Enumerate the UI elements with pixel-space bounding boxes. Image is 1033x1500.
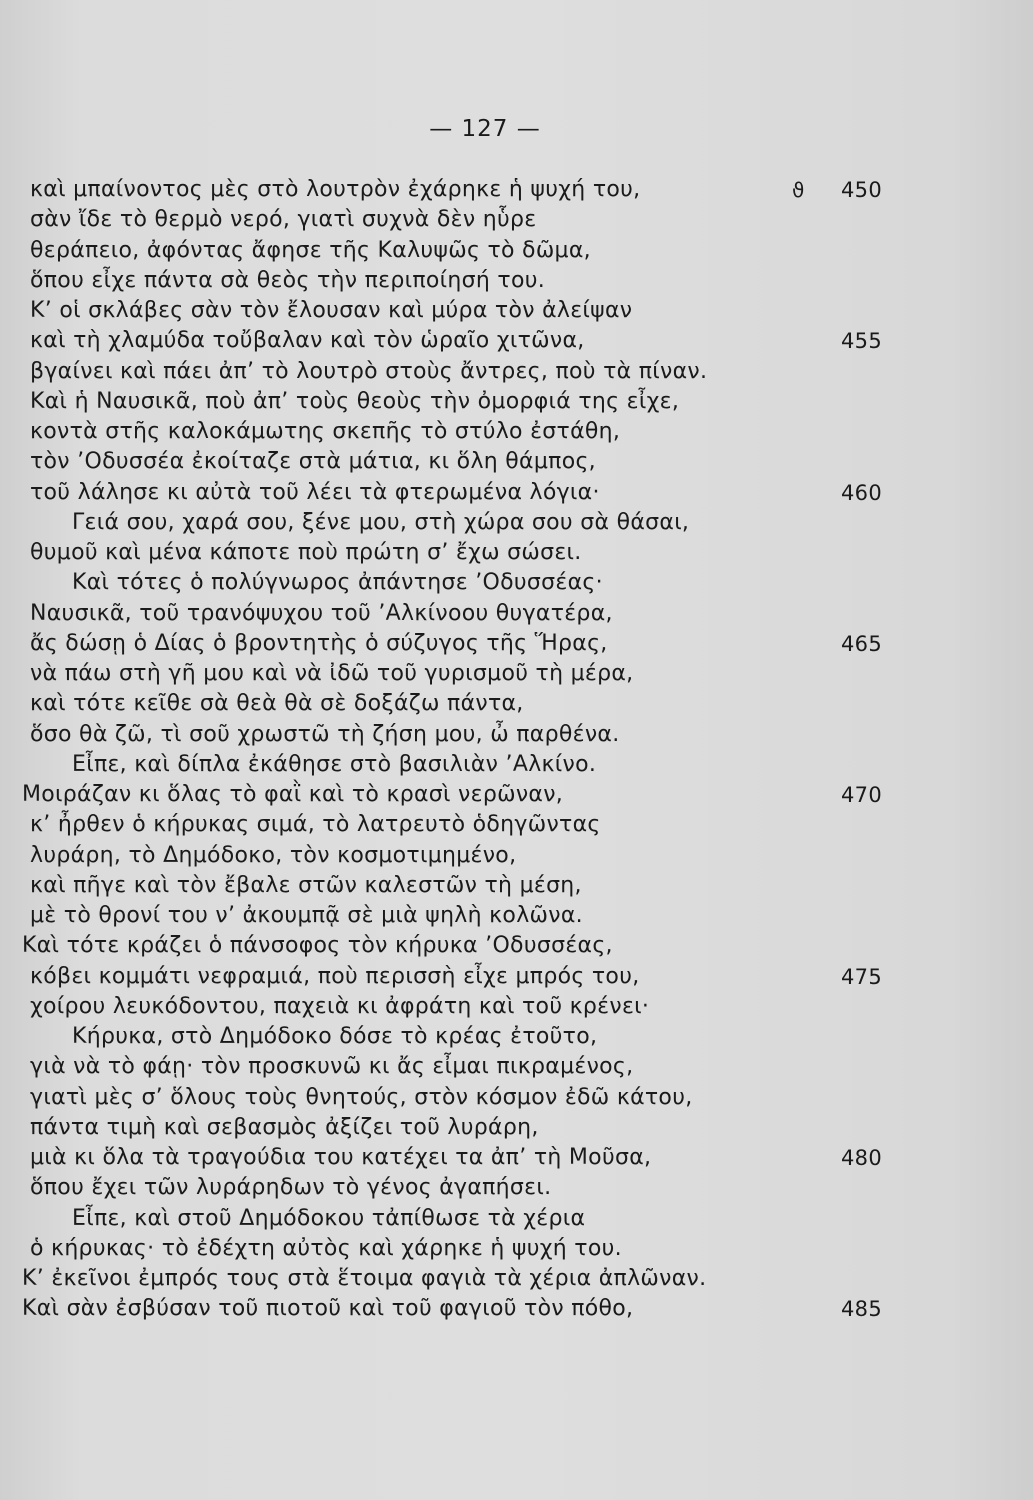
verse-line bbox=[0, 629, 1033, 659]
verse-line bbox=[0, 175, 1033, 205]
verse-text: ὁ κήρυκας· τὸ ἐδέχτη αὐτὸς καὶ χάρηκε ἡ ψυχή του. bbox=[30, 1235, 622, 1261]
line-number: 460 bbox=[841, 480, 882, 505]
verse-line bbox=[0, 992, 1033, 1022]
verse-line bbox=[0, 901, 1033, 931]
verse-line bbox=[0, 266, 1033, 296]
verse-text: Εἶπε, καὶ δίπλα ἐκάθησε στὸ βασιλιὰν ’Αλκίνο. bbox=[72, 751, 597, 777]
verse-line bbox=[0, 689, 1033, 719]
page-number: — 127 — bbox=[429, 116, 541, 142]
verse-line bbox=[0, 720, 1033, 750]
verse-text: Κήρυκα, στὸ Δημόδοκο δόσε τὸ κρέας ἐτοῦτο, bbox=[72, 1024, 598, 1049]
verse-text: γιατὶ μὲς σ’ ὅλους τοὺς θνητούς, στὸν κόσμον ἐδῶ κάτου, bbox=[30, 1084, 693, 1110]
verse-text: πάντα τιμὴ καὶ σεβασμὸς ἀξίζει τοῦ λυράρη, bbox=[30, 1114, 539, 1140]
verse-text: Κ’ ἐκεῖνοι ἐμπρός τους στὰ ἕτοιμα φαγιὰ τὰ χέρια ἀπλῶναν. bbox=[22, 1266, 707, 1291]
verse-text: μὲ τὸ θρονί του ν’ ἀκουμπᾷ σὲ μιὰ ψηλὴ κολῶνα. bbox=[30, 903, 583, 928]
verse-text: Μοιράζαν κι ὅλας τὸ φαῒ καὶ τὸ κρασὶ νερῶναν, bbox=[22, 782, 564, 807]
verse-text: Κ’ οἱ σκλάβες σὰν τὸν ἔλουσαν καὶ μύρα τὸν ἀλείψαν bbox=[30, 298, 633, 323]
verse-line bbox=[0, 1204, 1033, 1234]
verse-line bbox=[0, 659, 1033, 689]
verse-text: καὶ μπαίνοντος μὲς στὸ λουτρὸν ἐχάρηκε ἡ ψυχή του, bbox=[30, 177, 641, 202]
margin-mark: ϑ bbox=[792, 178, 805, 202]
verse-text: κοντὰ στῆς καλοκάμωτης σκεπῆς τὸ στύλο ἐστάθη, bbox=[30, 419, 621, 444]
line-number: 465 bbox=[841, 631, 882, 656]
line-number: 480 bbox=[841, 1146, 882, 1170]
verse-text: καὶ τότε κεῖθε σὰ θεὰ θὰ σὲ δοξάζω πάντα, bbox=[30, 691, 524, 717]
verse-text: κ’ ἦρθεν ὁ κήρυκας σιμά, τὸ λατρευτὸ ὁδηγῶντας bbox=[30, 812, 601, 838]
verse-text: ὅπου εἶχε πάντα σὰ θεὸς τὴν περιποίησή του. bbox=[30, 267, 546, 293]
verse-text: μιὰ κι ὅλα τὰ τραγούδια του κατέχει τα ἀπ’ τὴ Μοῦσα, bbox=[30, 1145, 652, 1170]
verse-line bbox=[0, 1143, 1033, 1173]
verse-line bbox=[0, 296, 1033, 326]
verse-line bbox=[0, 871, 1033, 901]
verse-text: Καὶ τότε κράζει ὁ πάνσοφος τὸν κήρυκα ’Οδυσσέας, bbox=[22, 933, 613, 959]
line-number: 455 bbox=[841, 329, 882, 354]
line-number: 475 bbox=[841, 964, 882, 989]
verse-line bbox=[0, 357, 1033, 387]
verse-text: σὰν ἴδε τὸ θερμὸ νερό, γιατὶ συχνὰ δὲν ηὗρε bbox=[30, 207, 537, 233]
line-number: 470 bbox=[841, 783, 882, 807]
verse-text: νὰ πάω στὴ γῆ μου καὶ νὰ ἰδῶ τοῦ γυρισμοῦ τὴ μέρα, bbox=[30, 661, 634, 686]
verse-line bbox=[0, 1264, 1033, 1294]
verse-line bbox=[0, 478, 1033, 508]
verse-line bbox=[0, 1294, 1033, 1324]
verse-text: Ναυσικᾶ, τοῦ τρανόψυχου τοῦ ’Αλκίνοου θυγατέρα, bbox=[30, 600, 613, 626]
verse-text: θυμοῦ καὶ μένα κάποτε ποὺ πρώτη σ’ ἔχω σώσει. bbox=[30, 540, 582, 565]
verse-line bbox=[0, 1113, 1033, 1143]
verse-line bbox=[0, 417, 1033, 447]
verse-line bbox=[0, 205, 1033, 235]
verse-text: Γειά σου, χαρά σου, ξένε μου, στὴ χώρα σου σὰ θάσαι, bbox=[72, 509, 690, 535]
verse-text: θεράπειο, ἀφόντας ἄφησε τῆς Καλυψῶς τὸ δῶμα, bbox=[30, 237, 591, 263]
verse-line bbox=[0, 538, 1033, 568]
verse-text: Καὶ τότες ὁ πολύγνωρος ἀπάντησε ’Οδυσσέας· bbox=[72, 570, 603, 596]
verse-text: τοῦ λάλησε κι αὐτὰ τοῦ λέει τὰ φτερωμένα λόγια· bbox=[30, 479, 600, 505]
verse-text: Εἶπε, καὶ στοῦ Δημόδοκου τἀπίθωσε τὰ χέρια bbox=[72, 1205, 586, 1231]
verse-line bbox=[0, 810, 1033, 840]
verse-line bbox=[0, 1052, 1033, 1082]
verse-text: γιὰ νὰ τὸ φάῃ· τὸν προσκυνῶ κι ἄς εἶμαι πικραμένος, bbox=[30, 1054, 634, 1080]
verse-text: καὶ τὴ χλαμύδα τοὔβαλαν καὶ τὸν ὡραῖο χιτῶνα, bbox=[30, 328, 585, 354]
verse-line bbox=[0, 508, 1033, 538]
verse-line bbox=[0, 1083, 1033, 1113]
verse-line bbox=[0, 599, 1033, 629]
verse-line bbox=[0, 962, 1033, 992]
verse-line bbox=[0, 236, 1033, 266]
verse-text: τὸν ’Οδυσσέα ἐκοίταζε στὰ μάτια, κι ὅλη θάμπος, bbox=[30, 449, 596, 475]
verse-line bbox=[0, 326, 1033, 356]
verse-line bbox=[0, 780, 1033, 810]
verse-text: καὶ πῆγε καὶ τὸν ἔβαλε στῶν καλεστῶν τὴ μέση, bbox=[30, 872, 582, 898]
verse-text: βγαίνει καὶ πάει ἀπ’ τὸ λουτρὸ στοὺς ἄντρες, ποὺ τὰ πίναν. bbox=[30, 358, 708, 384]
verse-text: ὅσο θὰ ζῶ, τὶ σοῦ χρωστῶ τὴ ζήση μου, ὦ παρθένα. bbox=[30, 721, 620, 747]
verse-line bbox=[0, 568, 1033, 598]
verse-line bbox=[0, 750, 1033, 780]
verse-line bbox=[0, 1173, 1033, 1203]
verse-line bbox=[0, 387, 1033, 417]
verse-text: χοίρου λευκόδοντου, παχειὰ κι ἀφράτη καὶ τοῦ κρένει· bbox=[30, 993, 650, 1019]
verse-lines bbox=[0, 175, 1033, 1325]
verse-text: λυράρη, τὸ Δημόδοκο, τὸν κοσμοτιμημένο, bbox=[30, 842, 517, 868]
verse-text: Καὶ ἡ Ναυσικᾶ, ποὺ ἀπ’ τοὺς θεοὺς τὴν ὀμορφιά της εἶχε, bbox=[30, 388, 680, 414]
verse-text: Καὶ σὰν ἐσβύσαν τοῦ πιοτοῦ καὶ τοῦ φαγιοῦ τὸν πόθο, bbox=[22, 1296, 634, 1322]
verse-line bbox=[0, 1234, 1033, 1264]
line-number: 485 bbox=[841, 1297, 882, 1322]
verse-text: κόβει κομμάτι νεφραμιά, ποὺ περισσὴ εἶχε μπρός του, bbox=[30, 963, 640, 989]
line-number: 450 bbox=[841, 178, 882, 202]
verse-text: ὅπου ἔχει τῶν λυράρηδων τὸ γένος ἀγαπήσει. bbox=[30, 1175, 552, 1201]
verse-line bbox=[0, 447, 1033, 477]
verse-line bbox=[0, 841, 1033, 871]
verse-line bbox=[0, 1022, 1033, 1052]
verse-line bbox=[0, 931, 1033, 961]
verse-text: ἄς δώσῃ ὁ Δίας ὁ βροντητὴς ὁ σύζυγος τῆς Ἥρας, bbox=[30, 630, 608, 656]
